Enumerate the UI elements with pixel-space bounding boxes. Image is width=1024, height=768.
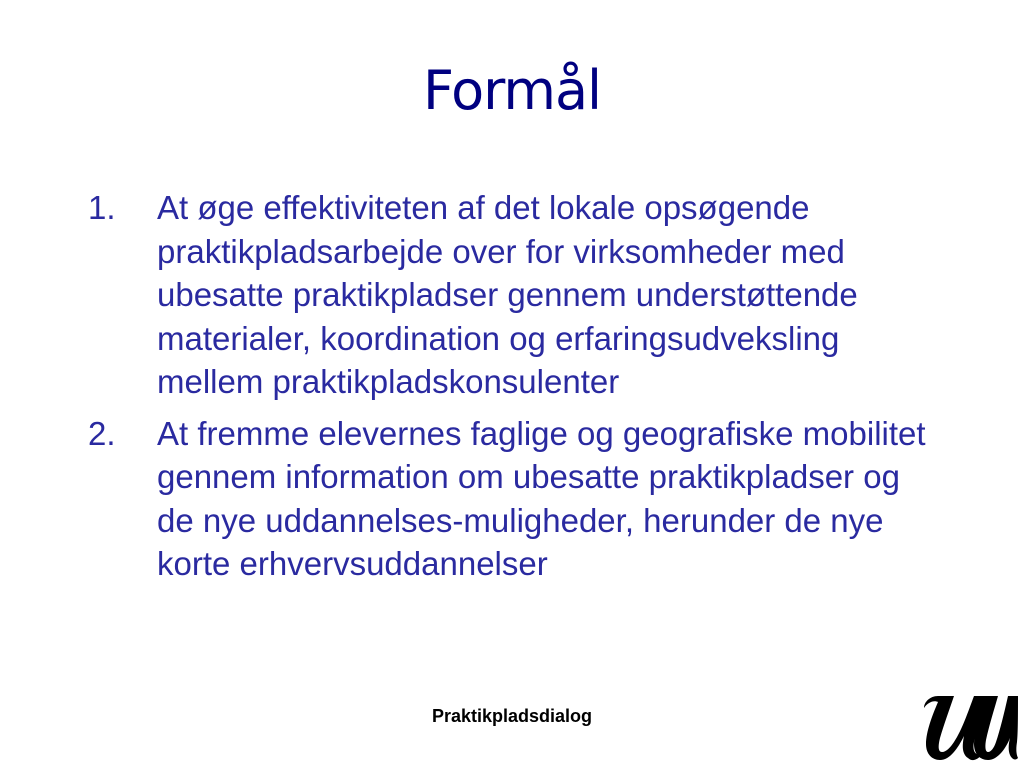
list-item [88,186,938,404]
objectives-list [88,186,938,594]
list-item-text: At fremme elevernes faglige og geografiske mobilitet gennem information om ubesatte praktikpladser og de nye uddannelses-muligheder, herunder de nye korte erhvervsuddannelser [157,414,926,582]
slide-title: Formål [422,59,602,122]
list-item-number: 1. [88,189,116,226]
script-u-logo-icon [918,682,1018,762]
footer-text: Praktikpladsdialog [431,706,593,726]
list-item-text: At øge effektiviteten af det lokale opsøgende praktikpladsarbejde over for virksomheder med ubesatte praktikpladser gennem understøttende materialer, koordination og erfaringsudveksling mellem praktikpladskonsulenter [157,189,858,400]
list-item-number: 2. [88,414,116,452]
list-item [88,412,938,586]
